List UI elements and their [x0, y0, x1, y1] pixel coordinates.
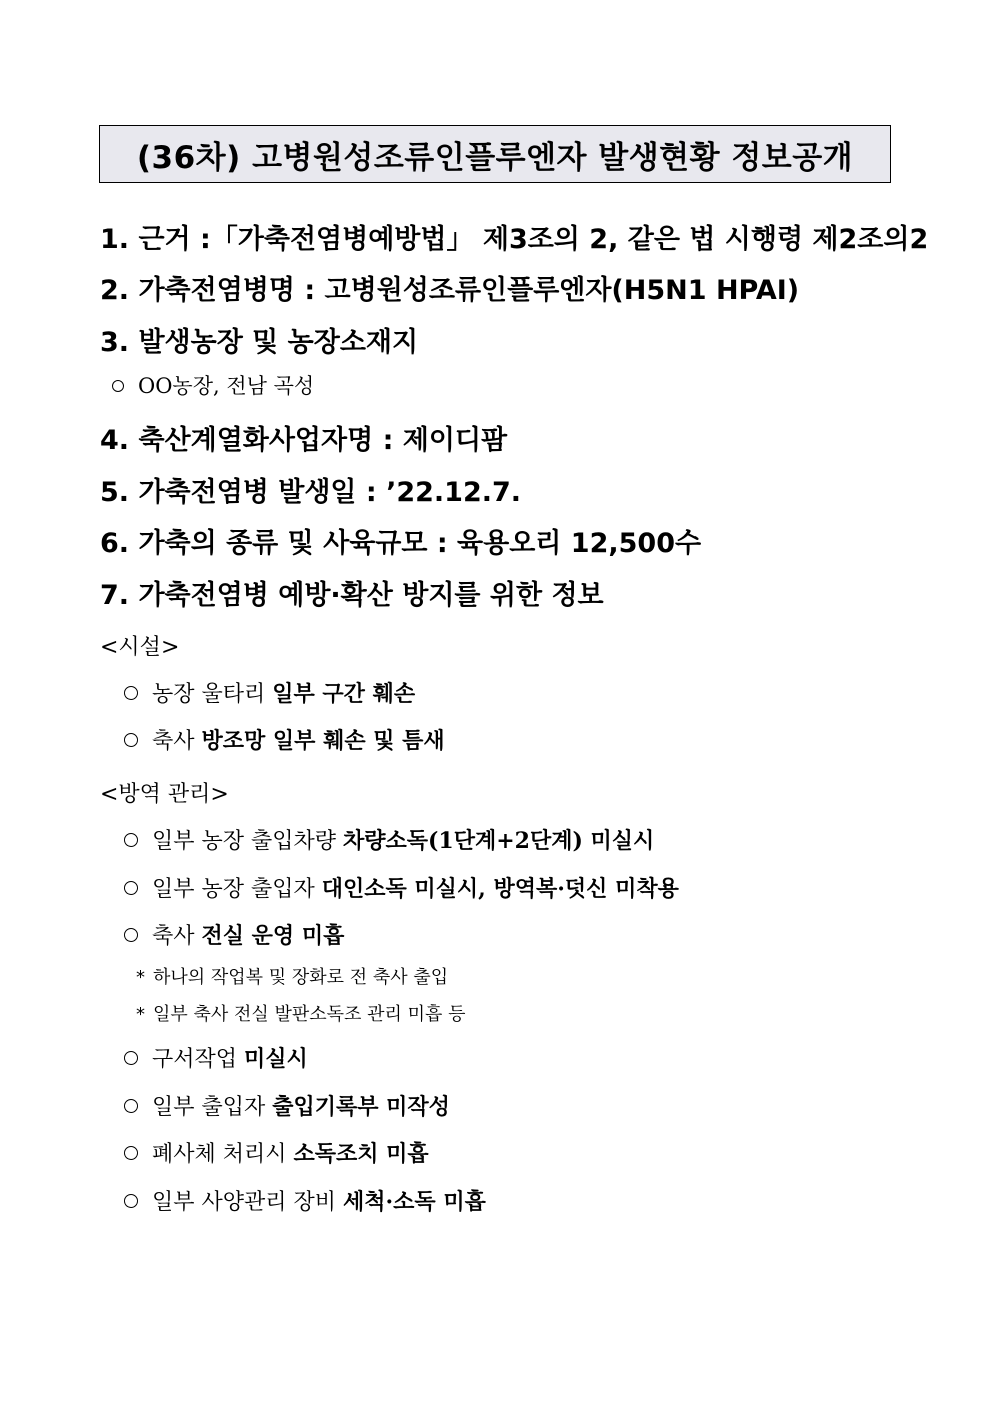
- asterisk-mark: *: [136, 1004, 145, 1025]
- section-3-farm-location: 3. 발생농장 및 농장소재지: [100, 327, 419, 358]
- page-title: (36차) 고병원성조류인플루엔자 발생현황 정보공개: [136, 139, 854, 176]
- circle-bullet-icon: [124, 1099, 138, 1113]
- section-6-livestock: 6. 가축의 종류 및 사육규모 : 육용오리 12,500수: [100, 528, 702, 559]
- circle-bullet-icon: [124, 1194, 138, 1208]
- facility-item: 축사 방조망 일부 훼손 및 틈새: [124, 724, 445, 755]
- section-4-integrator: 4. 축산계열화사업자명 : 제이디팜: [100, 425, 508, 456]
- biosecurity-item: 구서작업 미실시: [124, 1042, 308, 1073]
- biosecurity-item: 축사 전실 운영 미흡: [124, 919, 344, 950]
- circle-bullet-icon: [124, 1146, 138, 1160]
- circle-bullet-icon: [124, 733, 138, 747]
- facility-item: 농장 울타리 일부 구간 훼손: [124, 677, 415, 708]
- asterisk-mark: *: [136, 967, 145, 988]
- title-box: [99, 125, 891, 183]
- circle-bullet-icon: [112, 380, 124, 392]
- section-1-basis: 1. 근거 :「가축전염병예방법」 제3조의 2, 같은 법 시행령 제2조의2: [100, 224, 929, 255]
- note-item: * 하나의 작업복 및 장화로 전 축사 출입: [136, 967, 449, 988]
- section-7-prevention-info: 7. 가축전염병 예방·확산 방지를 위한 정보: [100, 580, 604, 611]
- biosecurity-heading: <방역 관리>: [100, 782, 229, 807]
- biosecurity-item: 일부 사양관리 장비 세척·소독 미흡: [124, 1185, 486, 1216]
- circle-bullet-icon: [124, 833, 138, 847]
- circle-bullet-icon: [124, 928, 138, 942]
- note-item: * 일부 축사 전실 발판소독조 관리 미흡 등: [136, 1004, 466, 1025]
- section-2-disease-name: 2. 가축전염병명 : 고병원성조류인플루엔자(H5N1 HPAI): [100, 275, 800, 306]
- biosecurity-item: 일부 농장 출입차량 차량소독(1단계+2단계) 미실시: [124, 824, 654, 855]
- circle-bullet-icon: [124, 686, 138, 700]
- facility-heading: <시설>: [100, 635, 180, 660]
- section-5-outbreak-date: 5. 가축전염병 발생일 : ’22.12.7.: [100, 477, 522, 508]
- biosecurity-item: 일부 출입자 출입기록부 미작성: [124, 1090, 450, 1121]
- biosecurity-item: 폐사체 처리시 소독조치 미흡: [124, 1137, 429, 1168]
- biosecurity-item: 일부 농장 출입자 대인소독 미실시, 방역복·덧신 미착용: [124, 872, 679, 903]
- circle-bullet-icon: [124, 1051, 138, 1065]
- farm-location-item: [112, 370, 314, 400]
- circle-bullet-icon: [124, 881, 138, 895]
- farm-location-text: OO농장, 전남 곡성: [138, 374, 315, 398]
